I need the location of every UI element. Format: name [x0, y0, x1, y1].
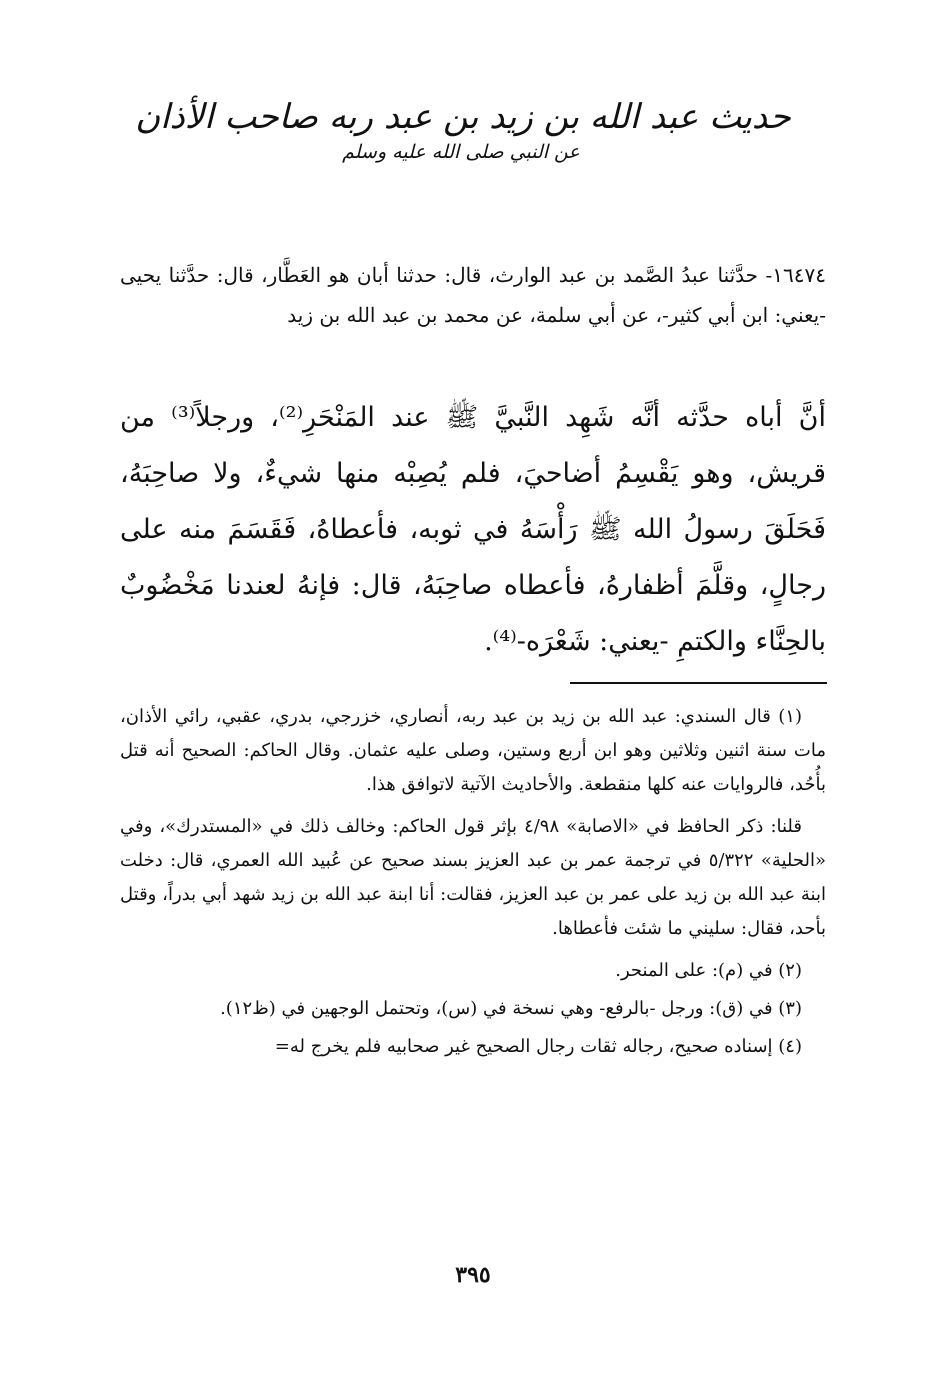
footnote-3: (٣) في (ق): ورجل -بالرفع- وهي نسخة في (س)، وتحتمل الوجهين في (ظ١٢).	[220, 998, 802, 1019]
footnote-4: (٤) إسناده صحيح، رجاله ثقات رجال الصحيح غير صحابيه فلم يخرج له=	[274, 1036, 802, 1057]
chapter-heading	[0, 95, 946, 165]
chapter-subtitle: عن النبي صلى الله عليه وسلم	[342, 141, 580, 163]
hadith-isnad: ١٦٤٧٤- حدَّثنا عبدُ الصَّمد بن عبد الوارث، قال: حدثنا أبان هو العَطَّار، قال: حدَّثنا يحيى -يعني: ابن أبي كثير-، عن أبي سلمة، عن محمد بن عبد الله بن زيد	[120, 263, 826, 327]
footnote-1: (١) قال السندي: عبد الله بن زيد بن عبد ربه، أنصاري، خزرجي، بدري، عقبي، رائي الأذان، مات سنة اثنين وثلاثين وهو ابن أربع وستين، وصلى عليه عثمان. وقال الحاكم: الصحيح أنه قتل بأُحُد، فالروايات عنه كلها منقطعة. والأحاديث الآتية لاتوافق هذا.	[120, 706, 826, 795]
page-number: ٣٩٥	[455, 1262, 491, 1288]
hadith-matn: أنَّ أباه حدَّثه أنَّه شَهِد النَّبيَّ ﷺ عند المَنْحَرِ⁽²⁾، ورجلاً⁽³⁾ من قريش، وهو يَقْسِمُ أضاحيَ، فلم يُصِبْه منها شيءٌ، ولا صاحِبَهُ، فَحَلَقَ رسولُ الله ﷺ رَأْسَهُ في ثوبه، فأعطاهُ، فَقَسَمَ منه على رجالٍ، وقلَّمَ أظفارهُ، فأعطاه صاحِبَهُ، قال: فإنهُ لعندنا مَخْضُوبٌ بالحِنَّاء والكتمِ -يعني: شَعْرَه-⁽⁴⁾.	[120, 402, 827, 657]
footnotes	[120, 700, 826, 1072]
chapter-title: حديث عبد الله بن زيد بن عبد ربه صاحب الأذان	[135, 97, 791, 137]
footnote-separator	[570, 682, 827, 684]
footnote-2: (٢) في (م): على المنحر.	[615, 960, 802, 981]
footnote-1-continued: قلنا: ذكر الحافظ في «الاصابة» ٤/٩٨ بإثر قول الحاكم: وخالف ذلك في «المستدرك»، وفي «الحلية» ٥/٣٢٢ في ترجمة عمر بن عبد العزيز بسند صحيح عن عُبيد الله العمري، قال: دخلت ابنة عبد الله بن زيد على عمر بن عبد العزيز، فقالت: أنا ابنة عبد الله بن زيد شهد أبي بدراً، وقتل بأحد، فقال: سليني ما شئت فأعطاها.	[120, 816, 827, 939]
